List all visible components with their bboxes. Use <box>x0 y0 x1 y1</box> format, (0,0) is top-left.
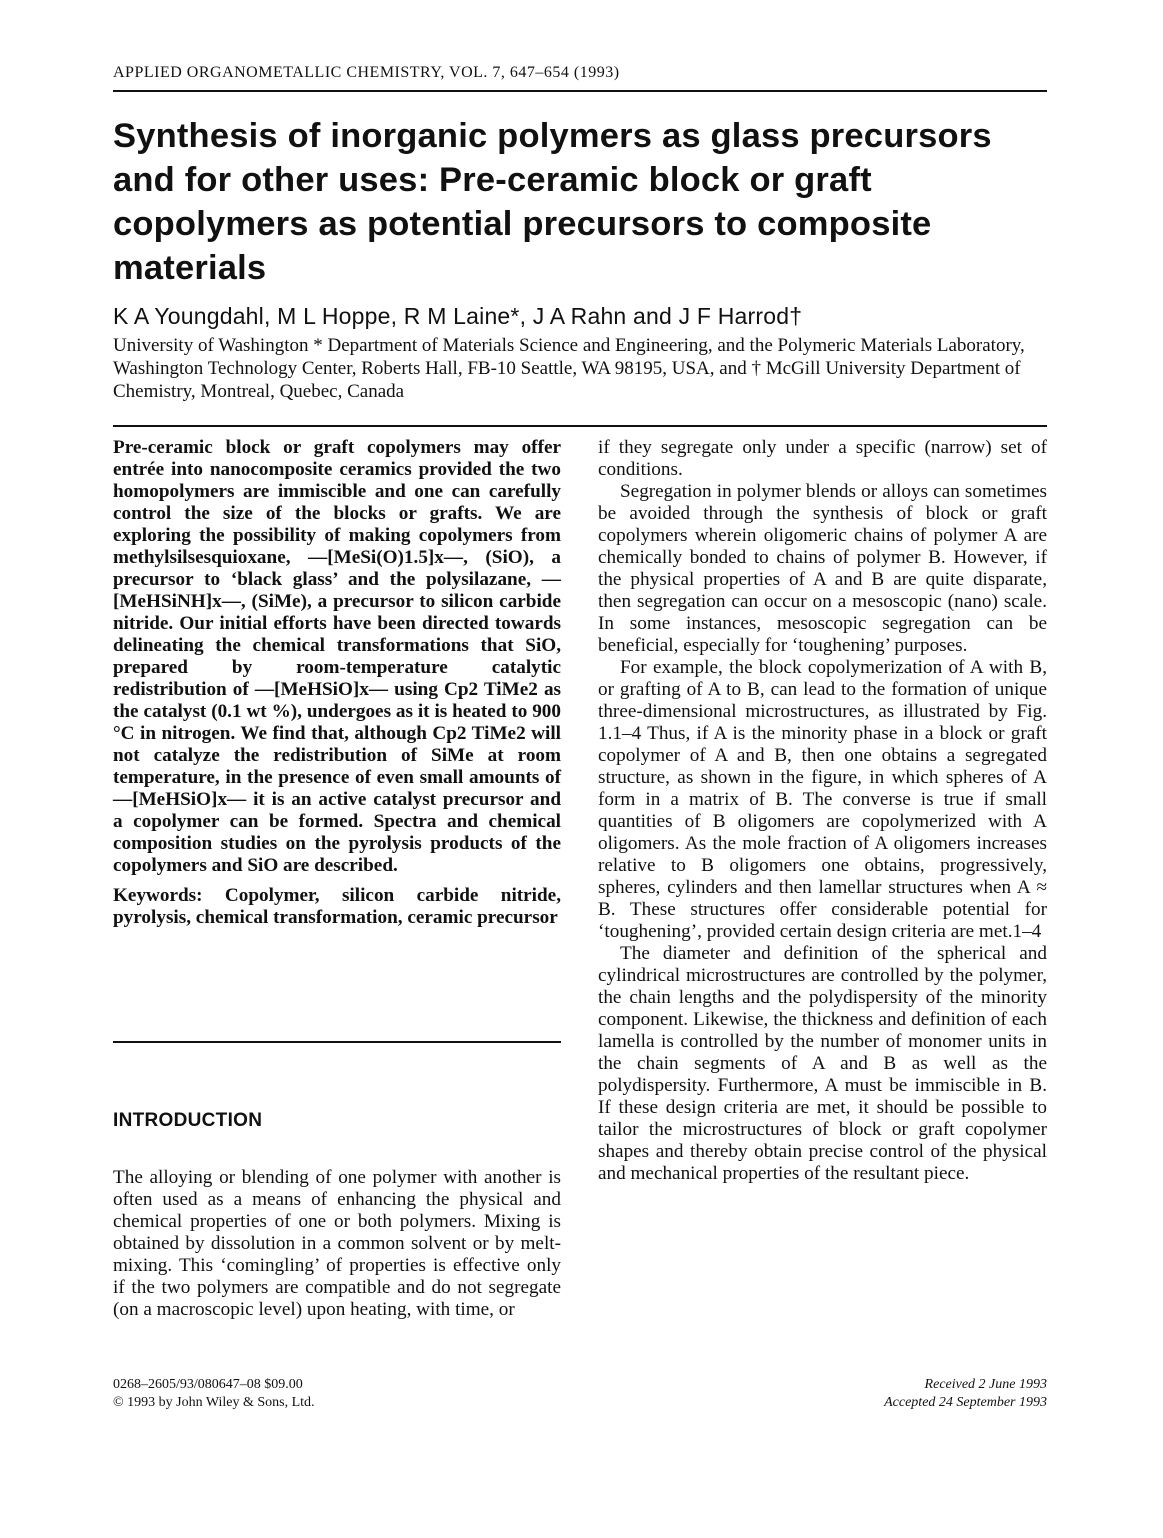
received-date: Received 2 June 1993 <box>924 1377 1047 1392</box>
intro-paragraph: The alloying or blending of one polymer with another is often used as a means of enhancing the physical and chemical properties of one or both polymers. Mixing is obtained by dissolution in a common solvent or by melt-mixing. This ‘comingling’ of properties is effective only if the two polymers are compatible and do not segregate (on a macroscopic level) upon heating, with time, or <box>113 1167 561 1320</box>
footer-publication-info <box>113 1376 315 1412</box>
left-column <box>113 437 561 929</box>
right-column <box>598 437 1047 1185</box>
article-title: Synthesis of inorganic polymers as glass precursors and for other uses: Pre-ceramic block or graft copolymers as potential precursors to composite materials <box>113 117 992 287</box>
keywords: Keywords: Copolymer, silicon carbide nitride, pyrolysis, chemical transformation, ceramic precursor <box>113 885 561 928</box>
introduction-text <box>113 1167 561 1321</box>
title-rule <box>113 425 1047 427</box>
affiliation: University of Washington * Department of Materials Science and Engineering, and the Polymeric Materials Laboratory, Washington Technology Center, Roberts Hall, FB-10 Seattle, WA 98195, USA, and † McGill University Department of Chemistry, Montreal, Quebec, Canada <box>113 335 1025 402</box>
accepted-date: Accepted 24 September 1993 <box>884 1395 1047 1410</box>
header-rule <box>113 90 1047 92</box>
issn-price: 0268–2605/93/080647–08 $09.00 <box>113 1377 303 1392</box>
right-paragraph-diameter: The diameter and definition of the spherical and cylindrical microstructures are controlled by the polymer, the chain lengths and the polydispersity of the minority component. Likewise, the thickness and definition of each lamella is controlled by the number of monomer units in the chain segments of A and B as well as the polydispersity. Furthermore, A must be immiscible in B. If these design criteria are met, it should be possible to tailor the microstructures of block or graft copolymer shapes and thereby obtain precise control of the physical and mechanical properties of the resultant piece. <box>598 943 1047 1184</box>
author-list: K A Youngdahl, M L Hoppe, R M Laine*, J A Rahn and J F Harrod† <box>113 303 803 329</box>
right-paragraph-segregation: Segregation in polymer blends or alloys can sometimes be avoided through the synthesis of block or graft copolymers wherein oligomeric chains of polymer A are chemically bonded to chains of polymer B. However, if the physical properties of A and B are quite disparate, then segregation can occur on a mesoscopic (nano) scale. In some instances, mesoscopic segregation can be beneficial, especially for ‘toughening’ purposes. <box>598 481 1047 656</box>
section-heading-introduction: INTRODUCTION <box>113 1110 263 1131</box>
footer-dates <box>780 1376 1047 1412</box>
right-paragraph-continued: if they segregate only under a specific (narrow) set of conditions. <box>598 437 1047 480</box>
abstract-text: Pre-ceramic block or graft copolymers may offer entrée into nanocomposite ceramics provided the two homopolymers are immiscible and one can carefully control the size of the blocks or grafts. We are exploring the possibility of making copolymers from methylsilsesquioxane, —[MeSi(O)1.5]x—, (SiO), a precursor to ‘black glass’ and the polysilazane, —[MeHSiNH]x—, (SiMe), a precursor to silicon carbide nitride. Our initial efforts have been directed towards delineating the chemical transformations that SiO, prepared by room-temperature catalytic redistribution of —[MeHSiO]x— using Cp2 TiMe2 as the catalyst (0.1 wt %), undergoes as it is heated to 900 °C in nitrogen. We find that, although Cp2 TiMe2 will not catalyze the redistribution of SiMe at room temperature, in the presence of even small amounts of —[MeHSiO]x— it is an active catalyst precursor and a copolymer can be formed. Spectra and chemical composition studies on the pyrolysis products of the copolymers and SiO are described. <box>113 437 561 876</box>
right-paragraph-example: For example, the block copolymerization of A with B, or grafting of A to B, can lead to the formation of unique three-dimensional microstructures, as illustrated by Fig. 1.1–4 Thus, if A is the minority phase in a block or graft copolymer of A and B, then one obtains a segregated structure, as shown in the figure, in which spheres of A form in a matrix of B. The converse is true if small quantities of B oligomers are copolymerized with A oligomers. As the mole fraction of A oligomers increases relative to B oligomers one obtains, progressively, spheres, cylinders and then lamellar structures when A ≈ B. These structures offer considerable potential for ‘toughening’, provided certain design criteria are met.1–4 <box>598 657 1047 942</box>
running-head: APPLIED ORGANOMETALLIC CHEMISTRY, VOL. 7, 647–654 (1993) <box>113 64 620 81</box>
copyright-line: © 1993 by John Wiley & Sons, Ltd. <box>113 1395 315 1410</box>
abstract-rule <box>113 1041 561 1043</box>
